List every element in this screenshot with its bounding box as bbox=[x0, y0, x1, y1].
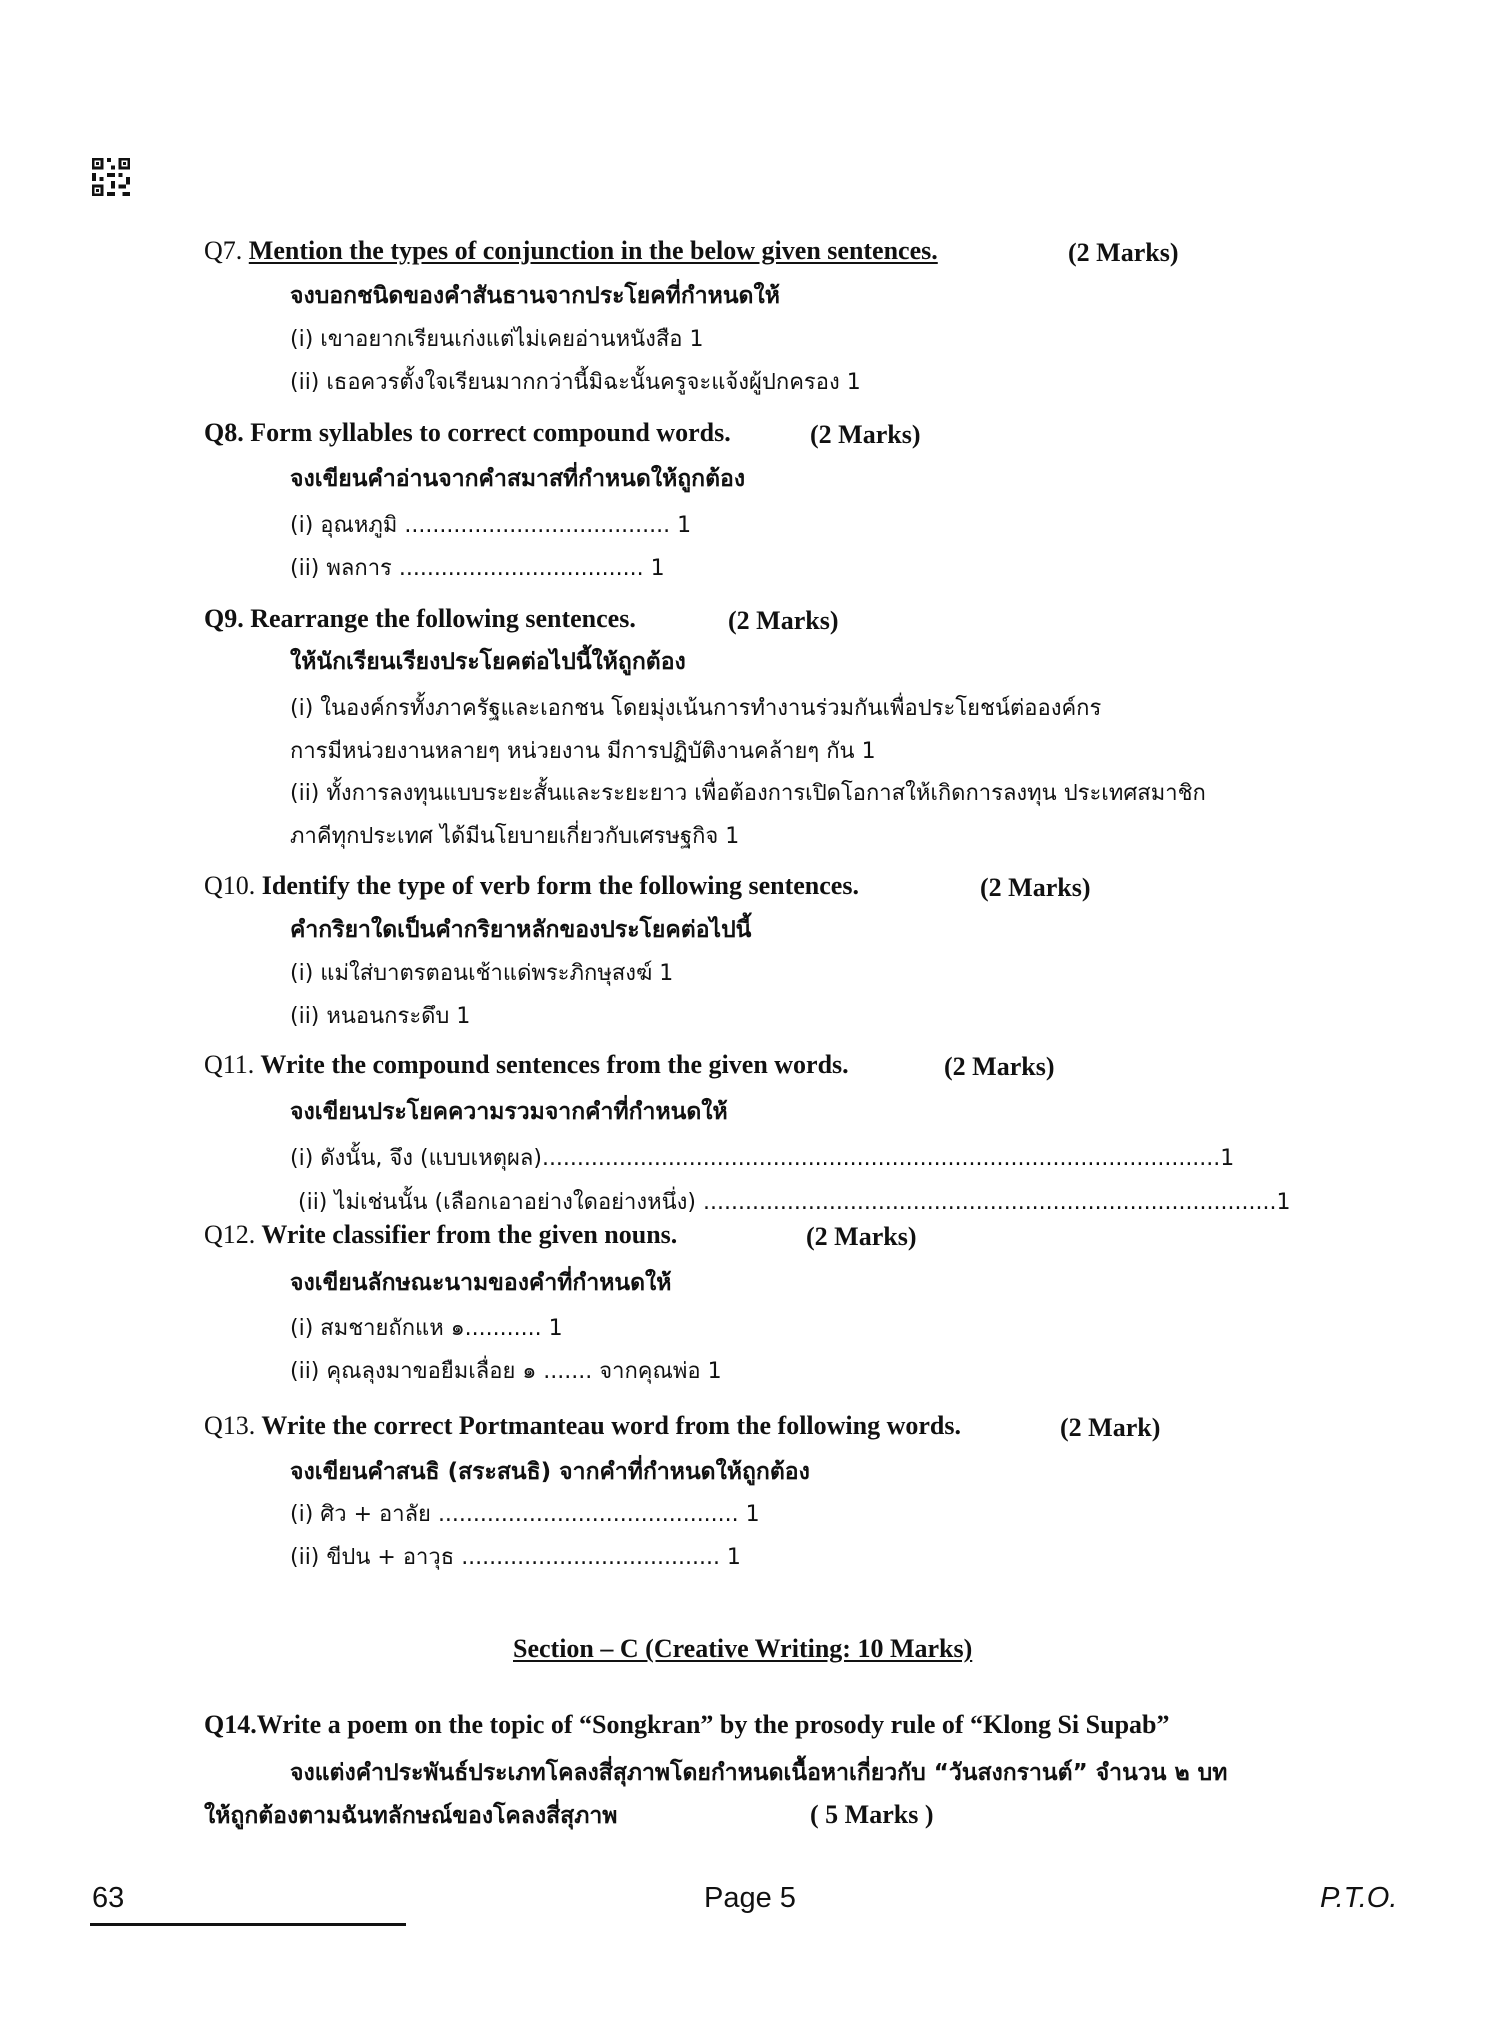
q9-marks: (2 Marks) bbox=[728, 606, 839, 635]
q14-heading: Q14.Write a poem on the topic of “Songkran” by the prosody rule of “Klong Si Supab” bbox=[204, 1710, 1170, 1739]
q8-heading bbox=[204, 418, 731, 448]
q12-marks: (2 Marks) bbox=[806, 1222, 917, 1251]
q9-item-1a: (i) ในองค์กรทั้งภาครัฐและเอกชน โดยมุ่งเน้นการทำงานร่วมกันเพื่อประโยชน์ต่อองค์กร bbox=[290, 696, 1102, 721]
q10-item-2: (ii) หนอนกระดึบ 1 bbox=[290, 1004, 471, 1029]
q8-item-1: (i) อุณหภูมิ ...................................... 1 bbox=[290, 513, 692, 538]
q11-heading bbox=[204, 1050, 849, 1080]
q14-thai-line-1: จงแต่งคำประพันธ์ประเภทโคลงสี่สุภาพโดยกำหนดเนื้อหาเกี่ยวกับ “วันสงกรานต์” จำนวน ๒ บท bbox=[290, 1760, 1228, 1786]
q7-item-1: (i) เขาอยากเรียนเก่งแต่ไม่เคยอ่านหนังสือ 1 bbox=[290, 327, 704, 352]
q8-item-2: (ii) พลการ ................................... 1 bbox=[290, 556, 665, 581]
q8-thai-instruction: จงเขียนคำอ่านจากคำสมาสที่กำหนดให้ถูกต้อง bbox=[290, 466, 746, 492]
q13-marks: (2 Mark) bbox=[1060, 1413, 1161, 1442]
q14-thai-line-2: ให้ถูกต้องตามฉันทลักษณ์ของโคลงสี่สุภาพ bbox=[204, 1803, 618, 1829]
q10-item-1: (i) แม่ใส่บาตรตอนเช้าแด่พระภิกษุสงฆ์ 1 bbox=[290, 961, 674, 986]
footer-divider bbox=[90, 1923, 406, 1926]
q10-thai-instruction: คำกริยาใดเป็นคำกริยาหลักของประโยคต่อไปนี้ bbox=[290, 917, 752, 943]
q13-thai-instruction: จงเขียนคำสนธิ (สระสนธิ) จากคำที่กำหนดให้ถูกต้อง bbox=[290, 1459, 810, 1485]
q12-item-2: (ii) คุณลุงมาขอยืมเลื่อย ๑ ....... จากคุณพ่อ 1 bbox=[290, 1359, 722, 1384]
q9-item-2a: (ii) ทั้งการลงทุนแบบระยะสั้นและระยะยาว เพื่อต้องการเปิดโอกาสให้เกิดการลงทุน ประเทศสมาชิก bbox=[290, 781, 1206, 806]
q14-marks: ( 5 Marks ) bbox=[810, 1800, 934, 1829]
q9-thai-instruction: ให้นักเรียนเรียงประโยคต่อไปนี้ให้ถูกต้อง bbox=[290, 649, 686, 675]
footer-code: 63 bbox=[92, 1882, 125, 1914]
q7-title: Mention the types of conjunction in the below given sentences. bbox=[248, 236, 938, 265]
q12-heading bbox=[204, 1220, 677, 1250]
q11-number: Q11. bbox=[204, 1050, 255, 1079]
q12-thai-instruction: จงเขียนลักษณะนามของคำที่กำหนดให้ bbox=[290, 1270, 672, 1296]
footer-page-number: Page 5 bbox=[704, 1882, 796, 1914]
q11-marks: (2 Marks) bbox=[944, 1052, 1055, 1081]
q11-title: Write the compound sentences from the given words. bbox=[260, 1050, 849, 1079]
q8-number: Q8. bbox=[204, 418, 244, 447]
q9-title: Rearrange the following sentences. bbox=[250, 604, 636, 633]
q7-heading bbox=[204, 236, 938, 266]
footer-pto: P.T.O. bbox=[1320, 1882, 1398, 1914]
q13-title: Write the correct Portmanteau word from the following words. bbox=[261, 1411, 961, 1440]
q13-item-1: (i) ศิว + อาลัย ........................................... 1 bbox=[290, 1502, 760, 1527]
q11-item-1: (i) ดังนั้น, จึง (แบบเหตุผล).................................................................................................1 bbox=[290, 1146, 1235, 1171]
q9-number: Q9. bbox=[204, 604, 244, 633]
q7-item-2: (ii) เธอควรตั้งใจเรียนมากกว่านี้มิฉะนั้นครูจะแจ้งผู้ปกครอง 1 bbox=[290, 370, 861, 395]
q9-item-1b: การมีหน่วยงานหลายๆ หน่วยงาน มีการปฏิบัติงานคล้ายๆ กัน 1 bbox=[290, 739, 876, 764]
q11-item-2: (ii) ไม่เช่นนั้น (เลือกเอาอย่างใดอย่างหนึ่ง) ..................................................................................1 bbox=[298, 1190, 1291, 1215]
q9-item-2b: ภาคีทุกประเทศ ได้มีนโยบายเกี่ยวกับเศรษฐกิจ 1 bbox=[290, 824, 740, 849]
q10-marks: (2 Marks) bbox=[980, 873, 1091, 902]
q9-heading bbox=[204, 604, 636, 634]
section-c-heading: Section – C (Creative Writing: 10 Marks) bbox=[513, 1634, 973, 1663]
qr-code-icon bbox=[92, 158, 130, 196]
q8-marks: (2 Marks) bbox=[810, 420, 921, 449]
q7-thai-instruction: จงบอกชนิดของคำสันธานจากประโยคที่กำหนดให้ bbox=[290, 283, 780, 309]
q13-number: Q13. bbox=[204, 1411, 256, 1440]
q11-thai-instruction: จงเขียนประโยคความรวมจากคำที่กำหนดให้ bbox=[290, 1099, 728, 1125]
q10-heading bbox=[204, 871, 859, 901]
q7-number: Q7. bbox=[204, 236, 243, 265]
q12-item-1: (i) สมชายถักแห ๑........... 1 bbox=[290, 1316, 563, 1341]
q8-title: Form syllables to correct compound words. bbox=[250, 418, 731, 447]
q13-heading bbox=[204, 1411, 961, 1441]
q10-title: Identify the type of verb form the following sentences. bbox=[261, 871, 859, 900]
q7-marks: (2 Marks) bbox=[1068, 238, 1179, 267]
q12-number: Q12. bbox=[204, 1220, 256, 1249]
q13-item-2: (ii) ขีปน + อาวุธ ..................................... 1 bbox=[290, 1545, 741, 1570]
q12-title: Write classifier from the given nouns. bbox=[261, 1220, 678, 1249]
q10-number: Q10. bbox=[204, 871, 256, 900]
